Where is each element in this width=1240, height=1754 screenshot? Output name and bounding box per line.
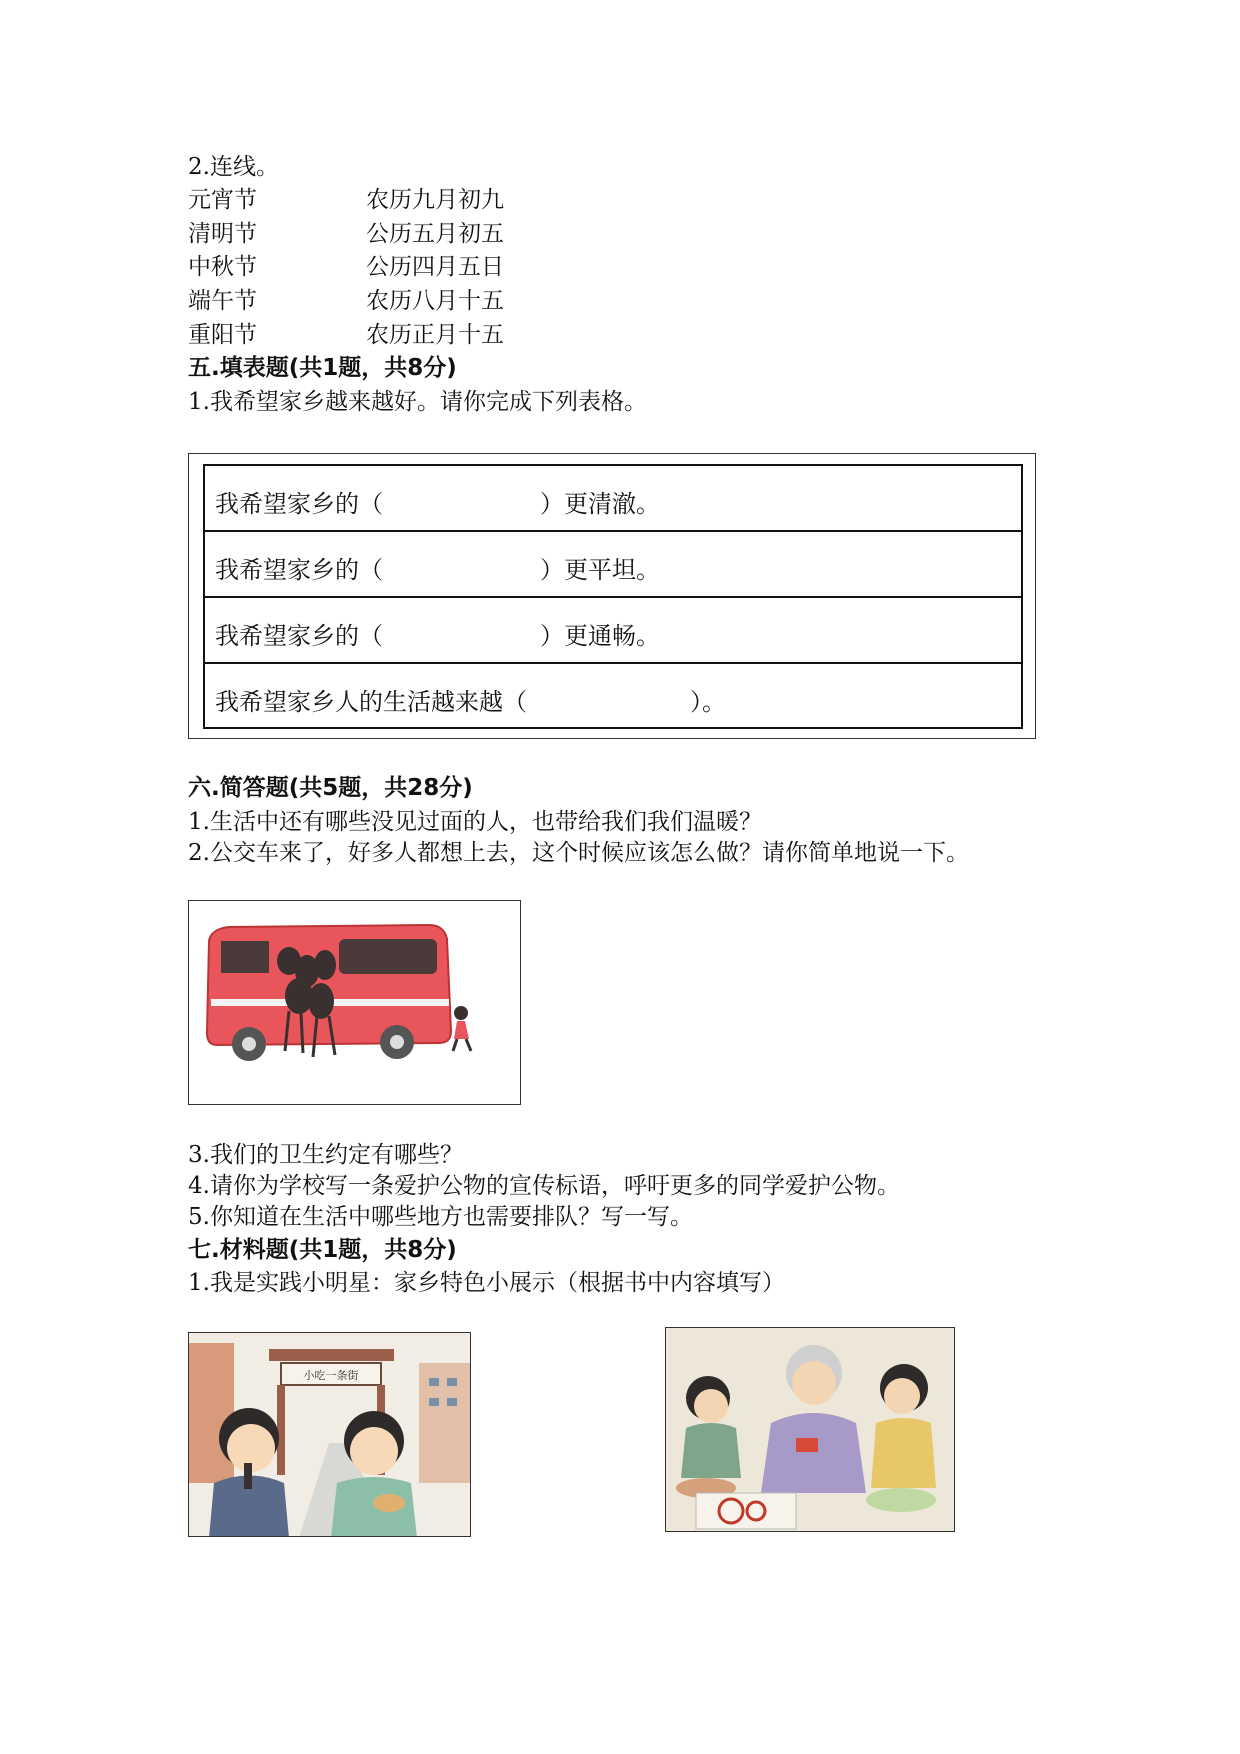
bus-image	[189, 901, 521, 1105]
row-prefix: 我希望家乡人的生活越来越（	[215, 688, 527, 716]
table-row	[205, 466, 1021, 532]
festival-item: 端午节	[188, 288, 257, 314]
table-row	[205, 598, 1021, 664]
section7-question: 1.我是实践小明星：家乡特色小展示（根据书中内容填写）	[188, 1270, 785, 1296]
table-row	[205, 532, 1021, 598]
question-3: 3.我们的卫生约定有哪些？	[188, 1142, 463, 1168]
row-prefix: 我希望家乡的（	[215, 490, 383, 518]
gate-sign: 小吃一条街	[303, 1369, 359, 1382]
section6-heading: 六.简答题(共5题，共28分)	[188, 775, 473, 801]
row-suffix: ）更平坦。	[540, 556, 660, 584]
paper-cutting-illustration	[665, 1327, 955, 1532]
festival-item: 清明节	[188, 221, 257, 247]
row-suffix: ）。	[690, 688, 726, 716]
festival-item: 元宵节	[188, 187, 257, 213]
question-1: 1.生活中还有哪些没见过面的人，也带给我们我们温暖？	[188, 809, 762, 835]
paper-cutting-image	[666, 1328, 955, 1532]
festival-item: 中秋节	[188, 254, 257, 280]
fill-table-frame	[188, 453, 1036, 739]
row-prefix: 我希望家乡的（	[215, 556, 383, 584]
section5-question: 1.我希望家乡越来越好。请你完成下列表格。	[188, 389, 647, 415]
date-item: 公历四月五日	[366, 254, 504, 280]
row-suffix: ）更通畅。	[540, 622, 660, 650]
date-item: 农历八月十五	[366, 288, 504, 314]
date-item: 农历正月十五	[366, 322, 504, 348]
table-row	[205, 664, 1021, 730]
question-2: 2.公交车来了，好多人都想上去，这个时候应该怎么做？请你简单地说一下。	[188, 840, 969, 866]
section7-heading: 七.材料题(共1题，共8分)	[188, 1237, 457, 1263]
section5-heading: 五.填表题(共1题，共8分)	[188, 355, 457, 381]
snack-street-image	[189, 1333, 471, 1537]
matching-title: 2.连线。	[188, 154, 279, 180]
festival-item: 重阳节	[188, 322, 257, 348]
row-suffix: ）更清澈。	[540, 490, 660, 518]
bus-illustration	[188, 900, 521, 1105]
fill-table	[203, 464, 1023, 729]
snack-street-illustration	[188, 1332, 471, 1537]
date-item: 农历九月初九	[366, 187, 504, 213]
question-4: 4.请你为学校写一条爱护公物的宣传标语，呼吁更多的同学爱护公物。	[188, 1173, 900, 1199]
question-5: 5.你知道在生活中哪些地方也需要排队？写一写。	[188, 1204, 693, 1230]
date-item: 公历五月初五	[366, 221, 504, 247]
row-prefix: 我希望家乡的（	[215, 622, 383, 650]
